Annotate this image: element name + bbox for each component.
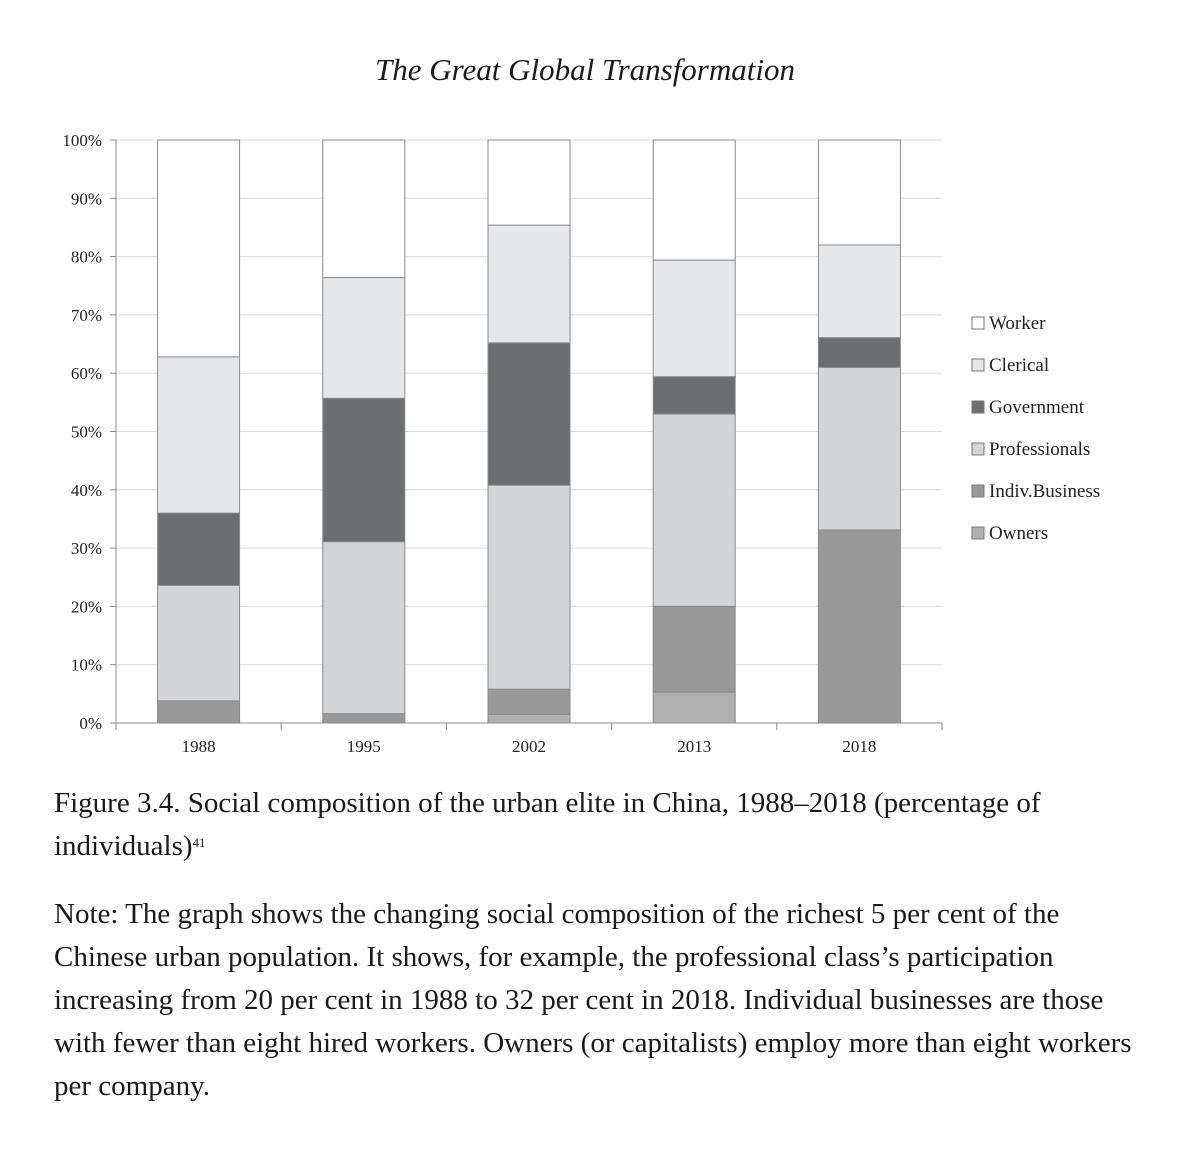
y-tick-label: 0% [79,714,102,733]
bar-segment-government [323,398,405,541]
x-axis [116,723,942,756]
stacked-bar-chart [0,120,1200,760]
bar-segment-government [158,513,240,585]
legend-label: Government [989,397,1084,418]
x-tick-label: 2018 [842,737,877,756]
bar-segment-clerical [818,245,900,338]
bar-segment-professionals [818,367,900,530]
legend-label: Owners [989,523,1049,544]
legend-label: Indiv.Business [989,481,1101,502]
caption-footnote-ref: 41 [192,835,206,850]
x-tick-label: 2013 [677,737,712,756]
bar-segment-clerical [323,278,405,399]
bar-segment-clerical [158,357,240,513]
legend-swatch [972,527,984,539]
bar-segment-owners [488,714,570,723]
legend-label: Professionals [989,439,1091,460]
bar-segment-indiv-business [653,606,735,692]
bar-segment-professionals [653,414,735,606]
y-tick-label: 70% [70,305,102,325]
bar-segment-indiv-business [818,530,900,723]
x-tick-label: 2002 [512,737,546,756]
bar-segment-worker [653,140,735,260]
y-tick-label: 30% [70,539,102,559]
bar-segment-indiv-business [488,689,570,714]
y-tick-label: 10% [70,655,102,675]
bar-segment-worker [323,140,405,278]
bar-segment-clerical [653,260,735,377]
figure-note: Note: The graph shows the changing social composition of the richest 5 per cent of the Chinese urban population. It shows, for example, the professional class’s participation increasing from 20 per cent in 1988 to 32 per cent in 2018. Individual businesses are those with fewer than eight hired workers. Owners (or capitalists) employ more than eight workers per company. [54,898,1132,1102]
legend-swatch [972,401,984,413]
y-tick-label: 20% [70,597,102,617]
legend-swatch [972,317,984,329]
bar-segment-government [488,343,570,485]
bar-segment-indiv-business [323,714,405,723]
running-head: The Great Global Transformation [375,52,795,87]
legend-label: Worker [989,313,1046,334]
bar-segment-professionals [158,585,240,700]
bar-segment-professionals [488,485,570,689]
bar-segment-government [818,338,900,368]
y-tick-label: 60% [70,364,102,384]
legend-label: Clerical [989,355,1050,376]
bar-segment-indiv-business [158,701,240,723]
bar-segment-clerical [488,225,570,343]
x-tick-label: 1988 [181,737,216,756]
bar-segment-worker [488,140,570,225]
bar-segment-worker [158,140,240,357]
legend-swatch [972,485,984,497]
y-tick-label: 40% [70,480,102,500]
x-tick-label: 1995 [346,737,381,756]
legend-swatch [972,359,984,371]
caption-text: Figure 3.4. Social composition of the urban elite in China, 1988–2018 (percentage of individuals) [54,787,1041,862]
bar-segment-worker [818,140,900,245]
y-tick-label: 90% [70,189,102,209]
legend [972,313,1100,544]
y-axis [62,131,116,733]
y-tick-label: 100% [62,131,102,150]
legend-swatch [972,443,984,455]
bar-segment-professionals [323,542,405,714]
figure-caption [54,782,1154,868]
bar-segment-owners [653,692,735,723]
y-tick-label: 80% [70,247,102,267]
bar-segment-government [653,377,735,414]
y-tick-label: 50% [70,422,102,442]
